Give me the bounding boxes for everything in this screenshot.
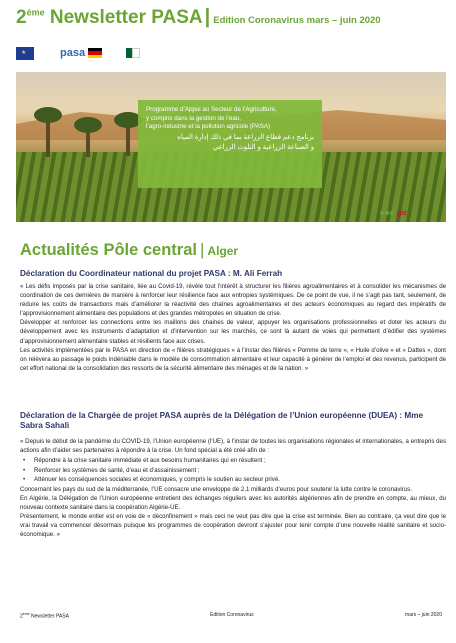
eu-flag-logo (16, 47, 34, 60)
germany-logo (88, 48, 102, 58)
infobox-fr-line: Programme d’Appui au Secteur de l’Agriculture, (146, 106, 277, 113)
article-paragraph: « Les défis imposés par la crise sanitaire, liée au Covid-19, révèle tout l’intérêt à structurer les filières agroalimentaires et à consolider les mécanismes de coordination de ces dernières de manière à renforcer leur résilience face aux entropies systémiques. De ce point de vue, il ne s’agit pas tant, seulement, de réduire les coûts de transactions mais d’améliorer la réactivité des chaînes agroalimentaires et des acteurs économiques au regard des impératifs de l’approvisionnement alimentaire des populations et des grandes métropoles en situation de crise. (20, 283, 446, 318)
palm-tree-icon (126, 122, 130, 156)
list-item: • Renforcer les systèmes de santé, d’eau et d’assainissement ; (20, 466, 446, 476)
article-heading: Déclaration du Coordinateur national du projet PASA : M. Ali Ferrah (20, 269, 283, 278)
edition-label: Edition Coronavirus mars – juin 2020 (213, 15, 381, 26)
infobox-ar-line: و الصناعة الزراعية و التلوث الزراعي (212, 143, 314, 151)
section-separator: | (199, 240, 205, 259)
article-eu-delegation (20, 411, 446, 540)
article-paragraph: Présentement, le monde entier est en voie de « déconfinement » mais ceci ne veut pas dire que la crise est terminée. Bien au contraire, ça veut dire que le vrai travail va commencer désormais puisque les programmes de coopération devront s’ajuster pour tenir compte d’une nouvelle réalité sanitaire et socio-économique. » (20, 513, 446, 539)
infobox-fr-line: y compris dans la gestion de l’eau, (146, 114, 241, 122)
article-paragraph: Développer et renforcer les connections entre les maillons des chaines de valeur, appuyer les organisations professionnelles et doter les acteurs du développement avec les instruments d’adaptation et d’intervention sur les marchés, ce sont là autant de voies qui permettent d’édifier des systèmes d’approvisionnement alimentaire stables et résilients face aux crises. (20, 319, 446, 345)
infobox-ar-line: برنامج دعم قطاع الزراعة بما في ذلك إدارة المياه (177, 133, 314, 141)
footer-date: mars – juin 2020 (405, 612, 442, 618)
giz-logo (380, 206, 444, 220)
giz-dots-icon (380, 211, 394, 215)
article-paragraph: Concernant les pays du sud de la méditerranée, l’UE consacre une enveloppe de 2,1 milliards d’euros pour soutenir la lutte contre le coronavirus. (20, 485, 412, 493)
footer-edition: Edition Coronavirus (210, 612, 254, 618)
palm-tree-icon (46, 117, 50, 157)
partner-logos (16, 38, 170, 68)
giz-logo-text: giz (397, 209, 407, 217)
program-infobox (138, 100, 322, 188)
newsletter-title: 2ème Newsletter PASA (16, 7, 203, 28)
pasa-logo: pasa (60, 47, 86, 59)
section-location: Alger (207, 244, 239, 258)
page-footer (20, 612, 446, 622)
article-paragraph: En Algérie, la Délégation de l’Union européenne entretient des échanges réguliers avec les autorités algériennes afin de prendre en compte, au mieux, du nouveau contexte sanitaire dans la coopération Algérie-UE. (20, 495, 446, 512)
article-coordinator (20, 269, 446, 373)
list-item: • Atténuer les conséquences sociales et économiques, y compris le soutien au secteur privé. (20, 475, 446, 485)
section-heading (20, 240, 446, 260)
footer-newsletter: 2ème Newsletter PASA (20, 612, 69, 620)
article-paragraph: « Depuis le début de la pandémie du COVID-19, l’Union européenne (l’UE), à l’instar de toutes les organisations régionales et internationales, a entrepris des actions afin d’aider ses partenaires à répondre à la crise. Un fond spécial a été créé afin de : (20, 438, 446, 455)
list-item: • Répondre à la crise sanitaire immédiate et aux besoins humanitaires qui en résultent ; (20, 456, 446, 466)
header-separator: | (204, 6, 211, 28)
palm-tree-icon (86, 127, 90, 157)
article-paragraph: Les activités implémentées par le PASA en direction de « filières stratégiques » à l’instar des filières « Pomme de terre », « Huile d’olive » et « Dattes », dont on relèvera au passage le poids indéniable dans le modèle de consommation alimentaire et leur capacité à générer de l’emploi et des revenus, participent de cet effort national de la consolidation des ressorts de la sécurité alimentaire des ménages et de la nation. » (20, 346, 446, 372)
algeria-logo (126, 48, 140, 58)
newsletter-header (16, 6, 446, 32)
article-heading: Déclaration de la Chargée de projet PASA auprès de la Délégation de l’Union européenne (DUEA) : Mme Sabra Sahali (20, 411, 424, 430)
infobox-fr-line: l’agro-industrie et la pollution agricole (PASA) (146, 123, 271, 131)
section-title: Actualités Pôle central (20, 241, 197, 259)
